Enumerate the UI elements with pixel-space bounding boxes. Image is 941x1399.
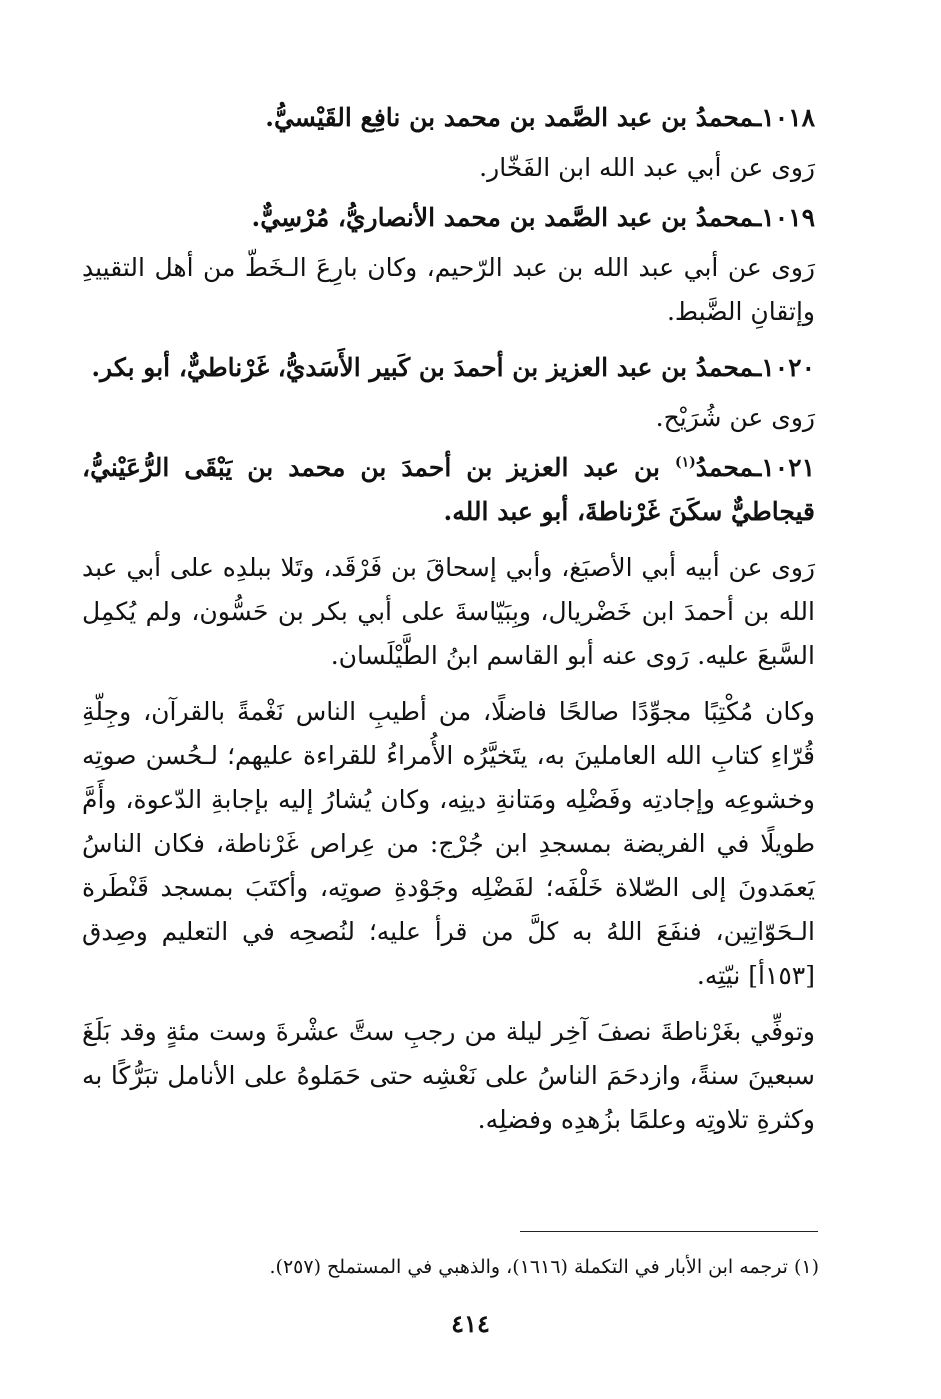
entry-heading-1019 xyxy=(82,196,815,240)
entry-paragraph: رَوى عن أبي عبد الله بن عبد الرّحيم، وكان بارِعَ الـخَطّ من أهل التقييدِ وإتقانِ الضَّبط. xyxy=(82,253,815,326)
entry-name: محمدُ بن عبد العزيز بن أحمدَ بن كَبير الأَسَديُّ، غَرْناطيٌّ، أبو بكر. xyxy=(91,353,754,382)
entry-paragraph: وتوفِّي بغَرْناطةَ نصفَ آخِر ليلة من رجبِ ستَّ عشْرةَ وست مئةٍ وقد بَلَغَ سبعينَ سنةً، وازدحَمَ الناسُ على نَعْشِه حتى حَمَلوهُ على الأنامل تبَرُّكًا به وكثرةِ تلاوتِه وعلمًا بزُهدِه وفضلِه. xyxy=(82,1017,815,1134)
entry-paragraph: وكان مُكْتِبًا مجوِّدًا صالحًا فاضلًا، من أطيبِ الناس نَغْمةً بالقرآن، وجِلّةِ قُرّاءِ كتابِ الله العاملينَ به، يتَخيَّرُه الأُمراءُ للقراءة عليهم؛ لـحُسن صوتِه وخشوعِه وإجادتِه وفَضْلِه ومَتانةِ دينِه، وكان يُشارُ إليه بإجابةِ الدّعوة، وأَمَّ طويلًا في الفريضة بمسجدِ ابن جُرْج: من عِراص غَرْناطة، فكان الناسُ يَعمَدونَ إلى الصّلاة خَلْفَه؛ لفَضْلِه وجَوْدةِ صوتِه، وأكتَبَ بمسجد قَنْطَرة الـحَوّاتِين، فنفَعَ اللهُ به كلَّ من قرأ عليه؛ لنُصحِه في التعليم وصِدق [١٥٣أ] نيّتِه. xyxy=(82,697,815,990)
entry-heading-1020 xyxy=(82,346,815,390)
entry-paragraph: رَوى عن أبيه أبي الأصبَغ، وأبي إسحاقَ بن فَرْقَد، وتَلا ببلدِه على أبي عبد الله بن أحمدَ ابن خَضْريال، وبِبَيّاسةَ على أبي بكر بن حَسُّون، ولم يُكمِل السَّبعَ عليه. رَوى عنه أبو القاسم ابنُ الطَّيْلَسان. xyxy=(82,553,815,670)
entry-name: محمدُ بن عبد الصَّمد بن محمد الأنصاريُّ، مُرْسِيٌّ. xyxy=(251,203,754,232)
entry-name: محمدُ بن عبد الصَّمد بن محمد بن نافِع القَيْسيُّ. xyxy=(265,103,754,132)
entry-heading-1018 xyxy=(82,96,815,140)
footnote-divider xyxy=(520,1231,818,1232)
main-text xyxy=(82,96,815,1142)
footnote: (١) ترجمه ابن الأبار في التكملة (١٦١٦)، والذهبي في المستملح (٢٥٧). xyxy=(269,1256,819,1278)
entry-paragraph: رَوى عن أبي عبد الله ابن الفَخّار. xyxy=(479,153,815,182)
entry-number: ١٠١٨ـ xyxy=(753,103,815,132)
entry-heading-1021 xyxy=(82,446,815,534)
entry-name-rest: بن عبد العزيز بن أحمدَ بن محمد بن يَبْقَى الرُّعَيْنيُّ، قيجاطيٌّ سكَنَ غَرْناطةَ، أبو عبد الله. xyxy=(82,453,815,526)
entry-number: ١٠١٩ـ xyxy=(753,203,815,232)
entry-paragraph: رَوى عن شُرَيْح. xyxy=(655,403,815,432)
entry-number: ١٠٢٠ـ xyxy=(753,353,815,382)
page-number: ٤١٤ xyxy=(451,1309,490,1338)
footnote-reference[interactable]: (١) xyxy=(675,454,696,471)
entry-number: ١٠٢١ـ xyxy=(753,453,815,482)
entry-name-start: محمدُ xyxy=(695,453,754,482)
